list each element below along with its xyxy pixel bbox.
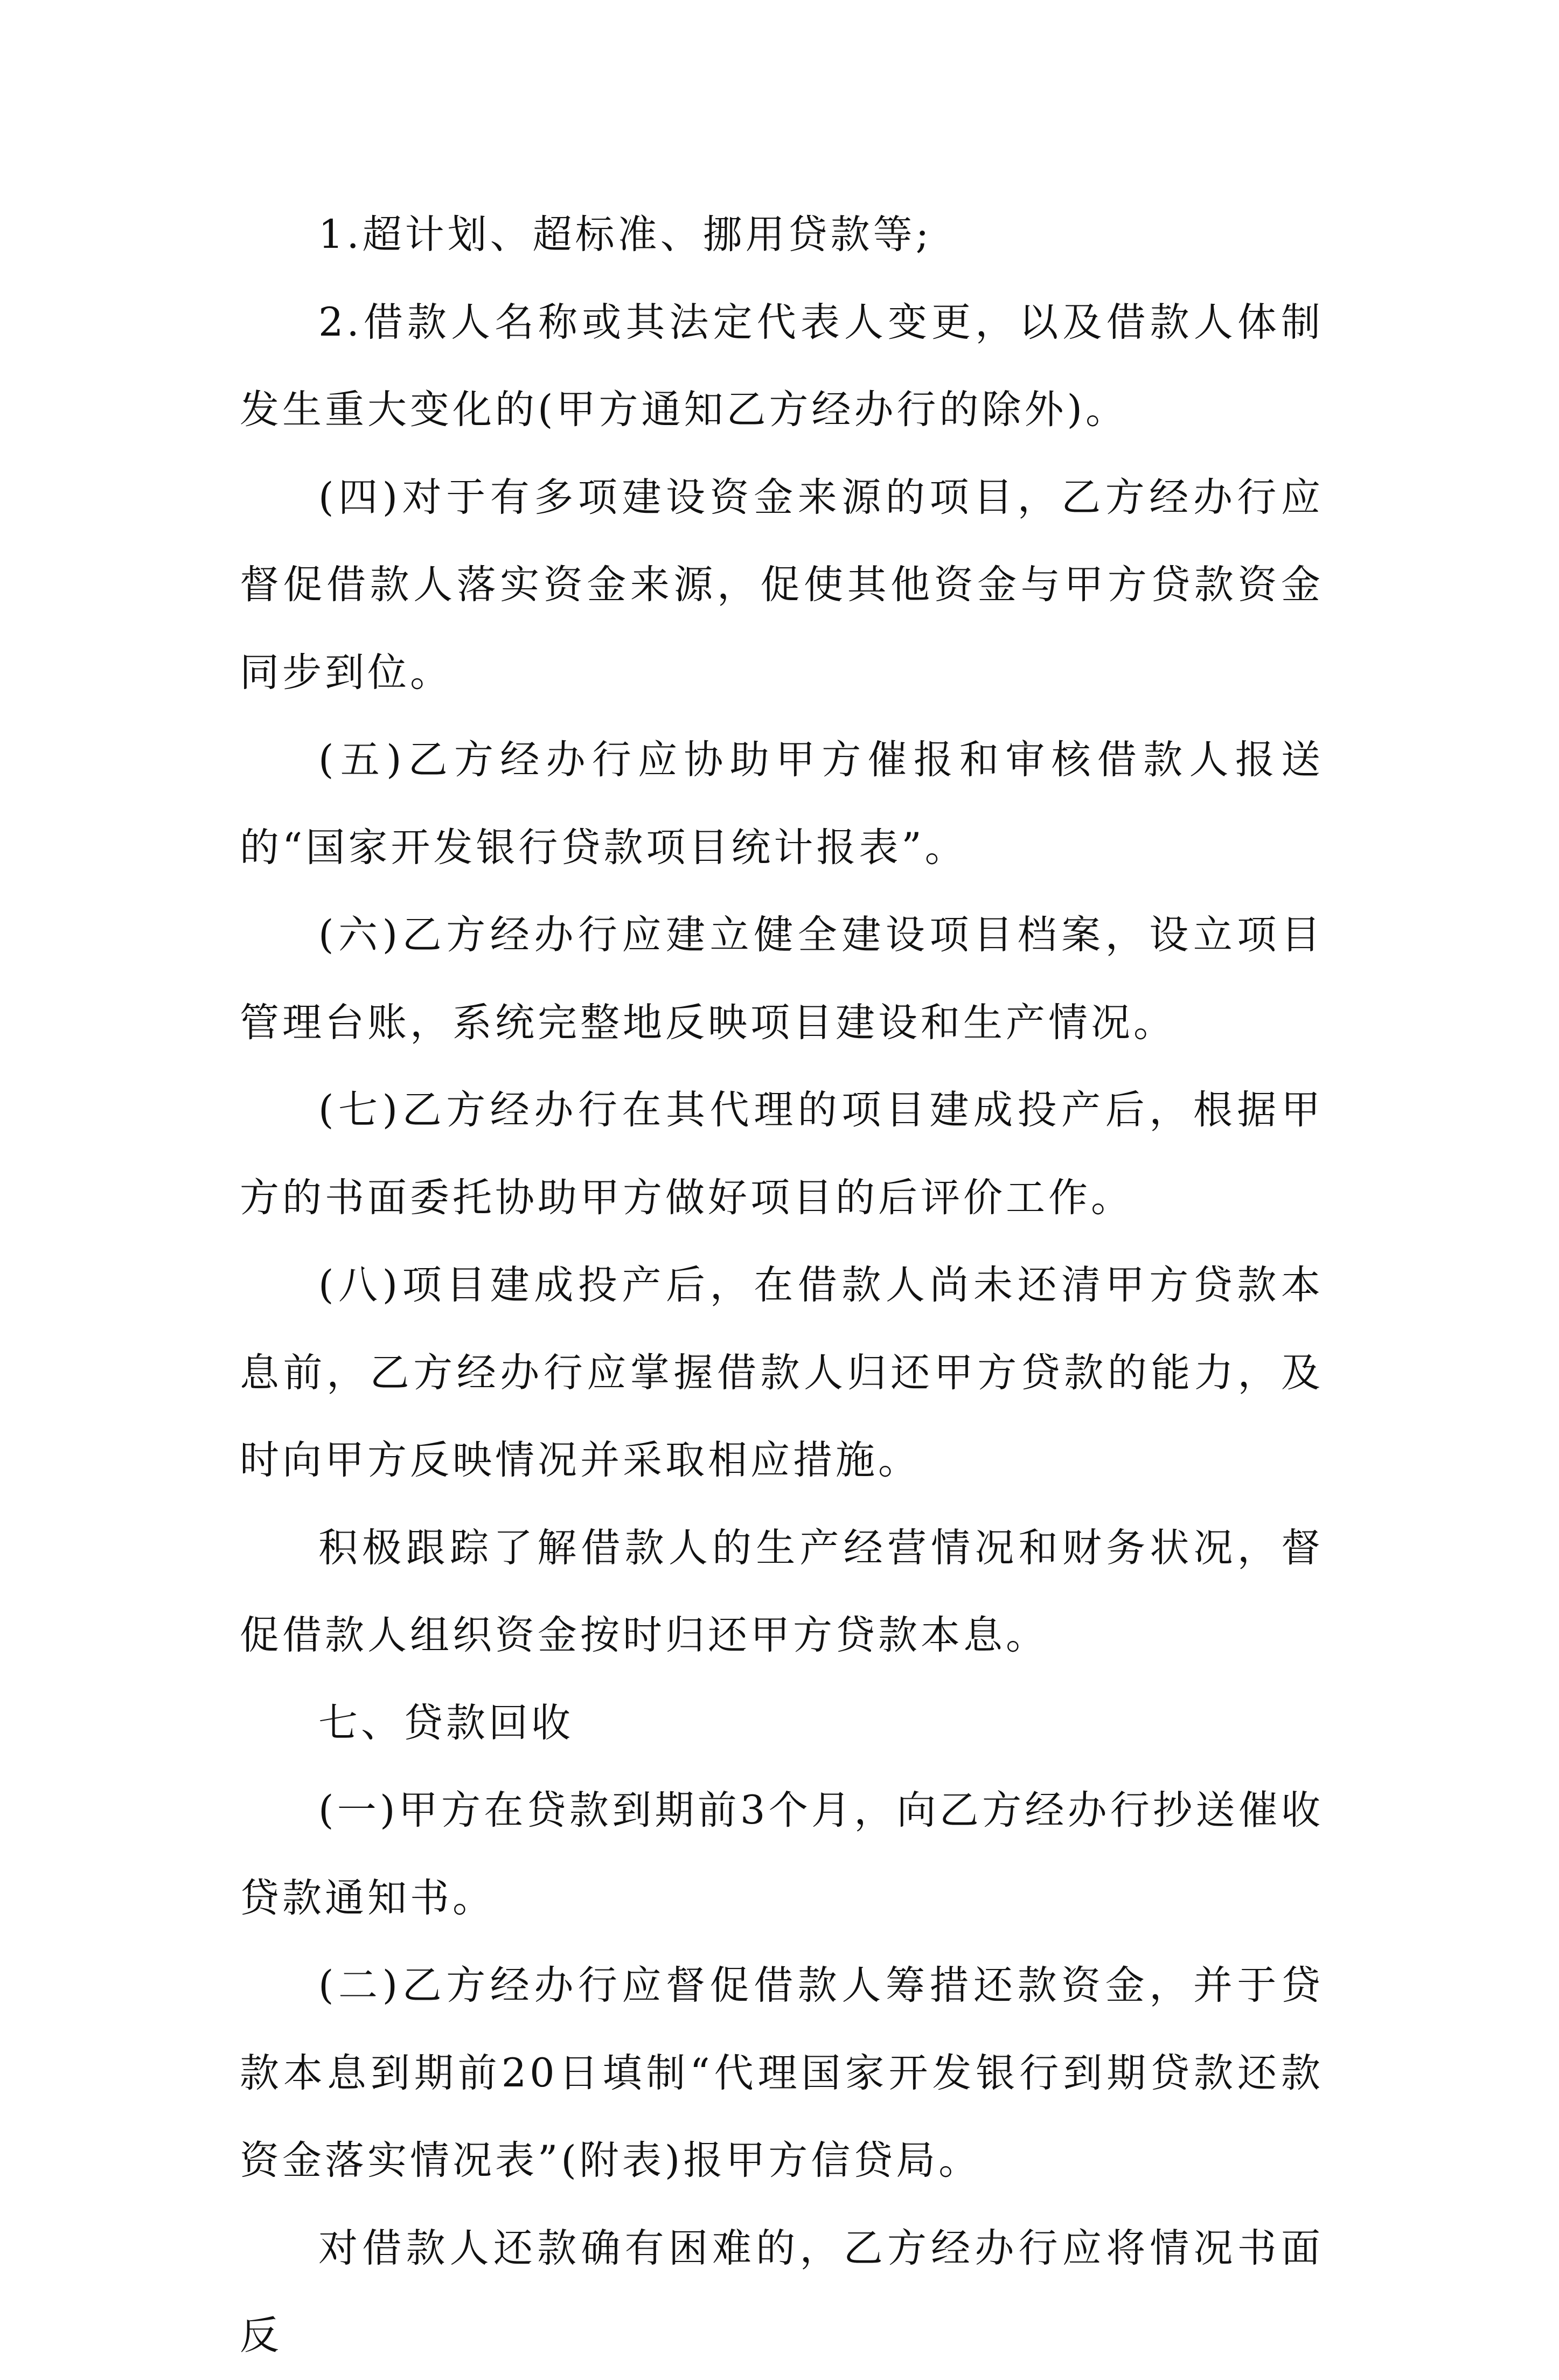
paragraph-recovery-2: (二)乙方经办行应督促借款人筹措还款资金，并于贷款本息到期前20日填制“代理国家开发银行到期贷款还款资金落实情况表”(附表)报甲方信贷局。 [240, 1963, 1324, 2183]
paragraph-section-7: (七)乙方经办行在其代理的项目建成投产后，根据甲方的书面委托协助甲方做好项目的后评价工作。 [240, 1087, 1324, 1221]
paragraph-recovery-1: (一)甲方在贷款到期前3个月，向乙方经办行抄送催收贷款通知书。 [240, 1787, 1324, 1921]
paragraph-section-4: (四)对于有多项建设资金来源的项目，乙方经办行应督促借款人落实资金来源，促使其他资金与甲方贷款资金同步到位。 [240, 474, 1324, 695]
paragraph-section-5: (五)乙方经办行应协助甲方催报和审核借款人报送的“国家开发银行贷款项目统计报表”。 [240, 737, 1324, 871]
document-page [240, 191, 1324, 2380]
paragraph-item-1: 1.超计划、超标准、挪用贷款等; [318, 212, 932, 258]
paragraph-item-2: 2.借款人名称或其法定代表人变更，以及借款人体制发生重大变化的(甲方通知乙方经办行的除外)。 [240, 299, 1324, 433]
paragraph-section-8: (八)项目建成投产后，在借款人尚未还清甲方贷款本息前，乙方经办行应掌握借款人归还甲方贷款的能力，及时向甲方反映情况并采取相应措施。 [240, 1262, 1324, 1483]
paragraph-difficulty: 对借款人还款确有困难的，乙方经办行应将情况书面反 [240, 2225, 1324, 2358]
paragraph-tracking: 积极跟踪了解借款人的生产经营情况和财务状况，督促借款人组织资金按时归还甲方贷款本息。 [240, 1525, 1324, 1658]
paragraph-section-6: (六)乙方经办行应建立健全建设项目档案，设立项目管理台账，系统完整地反映项目建设和生产情况。 [240, 912, 1324, 1046]
section-heading-loan-recovery: 七、贷款回收 [318, 1700, 574, 1746]
